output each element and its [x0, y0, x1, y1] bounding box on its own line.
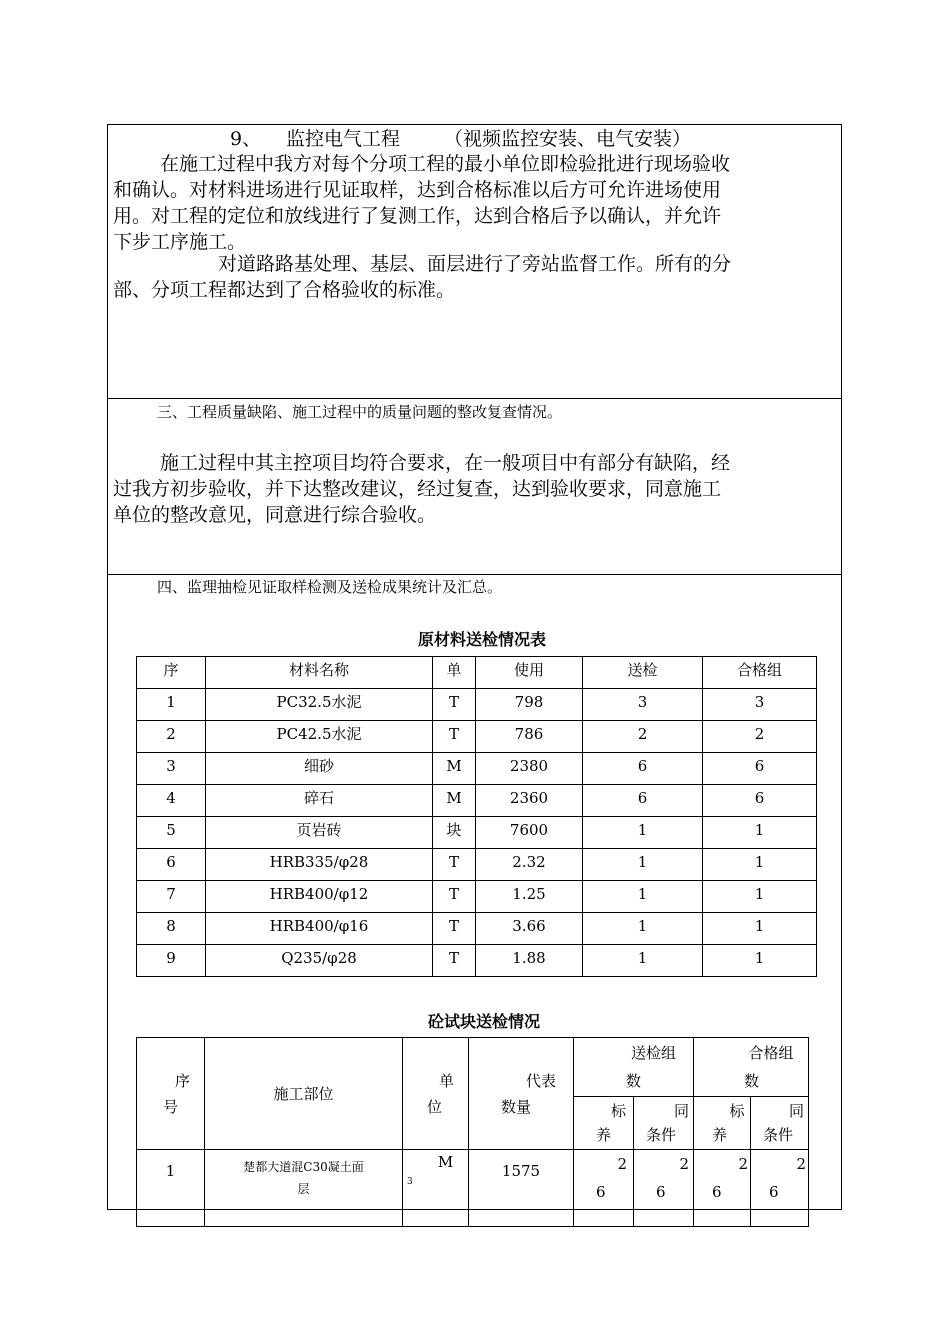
- header-cell-same: [634, 1097, 694, 1150]
- table-cell: 2.32: [476, 849, 583, 881]
- header-cell-unit: [403, 1038, 469, 1150]
- table-cell-part: [205, 1150, 403, 1227]
- header-cell-part: 施工部位: [205, 1038, 403, 1150]
- table-cell: T: [433, 689, 476, 721]
- section4-title: 四、监理抽检见证取样检测及送检成果统计及汇总。: [157, 578, 503, 596]
- cell-text: 6: [769, 1183, 779, 1201]
- cell-text: 2: [738, 1155, 749, 1173]
- table-cell: 9: [137, 945, 206, 977]
- table-cell: 1: [583, 913, 703, 945]
- header-cell: 合格组: [703, 657, 817, 689]
- header-cell-std: [574, 1097, 634, 1150]
- header-text: 养: [712, 1126, 728, 1144]
- table-cell: 1: [583, 881, 703, 913]
- section9-para1-line: 和确认。对材料进场进行见证取样，达到合格标准以后方可允许进场使用: [113, 179, 722, 201]
- table-cell: T: [433, 721, 476, 753]
- header-text: 数: [626, 1072, 642, 1090]
- table-cell: 2360: [476, 785, 583, 817]
- header-cell-same: [751, 1097, 809, 1150]
- cell-text: 3: [407, 1177, 413, 1187]
- table-cell: T: [433, 945, 476, 977]
- header-text: 数: [744, 1072, 760, 1090]
- table-cell: 4: [137, 785, 206, 817]
- cell-text: 楚都大道混C30凝土面: [243, 1160, 364, 1174]
- table-cell: 3: [703, 689, 817, 721]
- header-cell-std: [694, 1097, 751, 1150]
- table-cell: T: [433, 913, 476, 945]
- header-text: 标: [729, 1102, 745, 1120]
- table-cell: 6: [583, 753, 703, 785]
- header-text: 单: [438, 1071, 454, 1090]
- section9-para2-line: 对道路路基处理、基层、面层进行了旁站监督工作。所有的分: [218, 253, 732, 275]
- table-cell: 页岩砖: [206, 817, 433, 849]
- table-cell: Q235/φ28: [206, 945, 433, 977]
- section9-heading-title: 监控电气工程: [286, 128, 401, 150]
- header-text: 号: [163, 1097, 179, 1116]
- table-cell-unit: [403, 1150, 469, 1227]
- section9-para2-line: 部、分项工程都达到了合格验收的标准。: [113, 279, 456, 301]
- table-cell: 798: [476, 689, 583, 721]
- header-cell-seq: [137, 1038, 205, 1150]
- header-cell-pass: [694, 1038, 809, 1097]
- table-cell: HRB400/φ12: [206, 881, 433, 913]
- header-text: 同: [789, 1102, 805, 1120]
- table-cell: 3: [583, 689, 703, 721]
- section9-heading-note: （视频监控安装、电气安装）: [444, 128, 692, 150]
- cell-text: 2: [679, 1155, 690, 1173]
- concrete-table: [136, 1037, 809, 1227]
- header-text: 数量: [501, 1097, 532, 1116]
- header-text: 养: [596, 1126, 612, 1144]
- table-cell: 6: [137, 849, 206, 881]
- table-cell: 1.25: [476, 881, 583, 913]
- header-text: 标: [610, 1102, 626, 1120]
- table-cell: 1: [703, 945, 817, 977]
- table-cell: 2380: [476, 753, 583, 785]
- table-cell: 1: [137, 689, 206, 721]
- header-cell: 序: [137, 657, 206, 689]
- materials-table: [136, 656, 817, 977]
- table-cell: 1: [137, 1150, 205, 1227]
- table-cell: 6: [703, 785, 817, 817]
- table-cell: HRB400/φ16: [206, 913, 433, 945]
- header-cell: 送检: [583, 657, 703, 689]
- table-row: [137, 721, 817, 753]
- table-row: [137, 817, 817, 849]
- section9-para1-line: 在施工过程中我方对每个分项工程的最小单位即检验批进行现场验收: [160, 153, 731, 175]
- table-cell: 1: [703, 849, 817, 881]
- header-text: 条件: [763, 1126, 794, 1144]
- header-text: 同: [674, 1102, 690, 1120]
- table-cell: 1: [583, 817, 703, 849]
- table-cell: 3.66: [476, 913, 583, 945]
- table-cell: 1575: [469, 1150, 574, 1227]
- header-text: 代表: [525, 1071, 556, 1090]
- table-row: [137, 913, 817, 945]
- divider-line: [107, 574, 842, 575]
- table-cell: 7: [137, 881, 206, 913]
- table-row: [137, 849, 817, 881]
- table-cell: 1: [583, 849, 703, 881]
- table-cell: 8: [137, 913, 206, 945]
- table-header-row: [137, 1038, 809, 1097]
- header-text: 送检组: [631, 1044, 677, 1062]
- header-cell-sent: [574, 1038, 694, 1097]
- cell-text: 6: [712, 1183, 722, 1201]
- header-cell: 单: [433, 657, 476, 689]
- table-cell: PC32.5水泥: [206, 689, 433, 721]
- header-cell: 材料名称: [206, 657, 433, 689]
- section9-heading-no: 9、: [230, 128, 262, 150]
- header-text: 序: [174, 1071, 190, 1090]
- table-cell: 1: [703, 881, 817, 913]
- section3-para-line: 施工过程中其主控项目均符合要求，在一般项目中有部分有缺陷，经: [160, 452, 731, 474]
- section3-para-line: 过我方初步验收，并下达整改建议，经过复查，达到验收要求，同意施工: [113, 478, 722, 500]
- table-cell-split: [694, 1150, 751, 1227]
- table-cell: 1: [583, 945, 703, 977]
- table-cell: 2: [703, 721, 817, 753]
- divider-line: [107, 398, 842, 399]
- concrete-table-title: 砼试块送检情况: [428, 1012, 541, 1031]
- table-row: [137, 881, 817, 913]
- cell-text: 2: [796, 1155, 807, 1173]
- table-cell: 2: [583, 721, 703, 753]
- table-cell-split: [574, 1150, 634, 1227]
- table-cell: 1: [703, 913, 817, 945]
- table-cell: 2: [137, 721, 206, 753]
- table-cell: 5: [137, 817, 206, 849]
- table-row: [137, 785, 817, 817]
- section9-para1-line: 下步工序施工。: [113, 231, 247, 253]
- table-cell: M: [433, 753, 476, 785]
- table-cell: T: [433, 881, 476, 913]
- section3-title: 三、工程质量缺陷、施工过程中的质量问题的整改复查情况。: [157, 403, 563, 421]
- table-cell: M: [433, 785, 476, 817]
- table-cell: 7600: [476, 817, 583, 849]
- table-row: [137, 945, 817, 977]
- table-row: [137, 689, 817, 721]
- table-cell: 6: [703, 753, 817, 785]
- header-cell-rep: [469, 1038, 574, 1150]
- table-cell-split: [634, 1150, 694, 1227]
- table-cell: 1.88: [476, 945, 583, 977]
- cell-text: 层: [297, 1182, 310, 1196]
- table-cell: HRB335/φ28: [206, 849, 433, 881]
- table-row: [137, 753, 817, 785]
- table-cell: 786: [476, 721, 583, 753]
- table-cell: 1: [703, 817, 817, 849]
- table-cell: 6: [583, 785, 703, 817]
- header-text: 条件: [646, 1126, 677, 1144]
- table-cell: 3: [137, 753, 206, 785]
- table-cell: T: [433, 849, 476, 881]
- table-cell: 碎石: [206, 785, 433, 817]
- section9-para1-line: 用。对工程的定位和放线进行了复测工作，达到合格后予以确认，并允许: [113, 205, 722, 227]
- section3-para-line: 单位的整改意见，同意进行综合验收。: [113, 504, 437, 526]
- cell-text: 6: [596, 1183, 606, 1201]
- header-text: 位: [427, 1097, 443, 1116]
- table-cell-split: [751, 1150, 809, 1227]
- table-cell: PC42.5水泥: [206, 721, 433, 753]
- cell-text: 2: [617, 1155, 627, 1173]
- cell-text: 6: [656, 1183, 666, 1201]
- header-text: 合格组: [748, 1044, 794, 1062]
- header-cell: 使用: [476, 657, 583, 689]
- table-cell: 细砂: [206, 753, 433, 785]
- table-header-row: [137, 657, 817, 689]
- materials-table-title: 原材料送检情况表: [418, 630, 547, 649]
- table-row: [137, 1150, 809, 1227]
- cell-text: M: [437, 1153, 454, 1171]
- table-cell: 块: [433, 817, 476, 849]
